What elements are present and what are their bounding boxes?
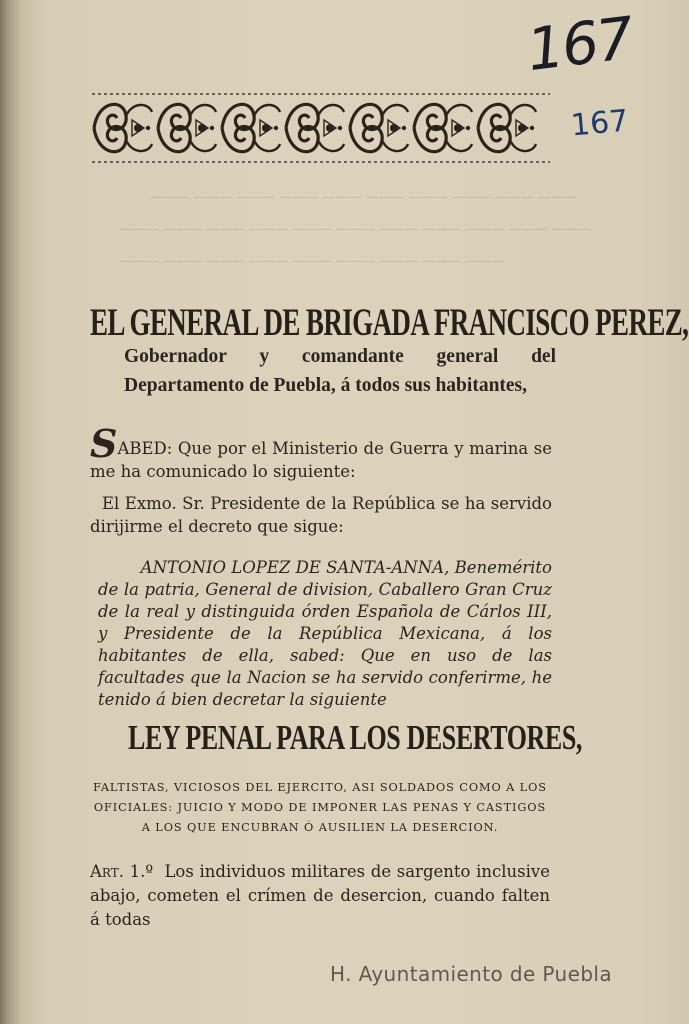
bleed-through-text: ——— ——— ——— ——— ——— ——— ——— ——— ——— ——— ——— [120, 222, 591, 237]
law-subtitle: FALTISTAS, VICIOSOS DEL EJERCITO, ASI SOLDADOS COMO A LOS OFICIALES: JUICIO Y MODO DE IMPONER LAS PENAS Y CASTIGOS A LOS QUE ENCUBRAN Ó AUSILIEN LA DESERCION. [93, 781, 547, 834]
paragraph-sabed-text: ABED: Que por el Ministerio de Guerra y marina se me ha comunicado lo siguiente: [90, 439, 552, 481]
article-1 [90, 860, 550, 932]
santa-anna-first-line: ANTONIO LOPEZ DE SANTA-ANNA, Benemérito [140, 558, 552, 577]
law-title: LEY PENAL PARA LOS DESERTORES, [128, 718, 583, 758]
paragraph-sabed [90, 421, 552, 483]
decree-title: EL GENERAL DE BRIGADA FRANCISCO PEREZ, [90, 300, 689, 344]
santa-anna-rest: de la patria, General de division, Caballero Gran Cruz de la real y distinguida órden Española de Cárlos III, y Presidente de la República Mexicana, á los habitantes de ella, sabed: Que en uso de las facultades que la Nacion se ha servido conferirme, he tenido á bien decretar la siguiente [98, 580, 552, 709]
paragraph-santa-anna [90, 557, 552, 711]
handwritten-page-number: 167 [523, 3, 636, 85]
decree-subtitle: Gobernador y comandante general del Departamento de Puebla, á todos sus habitantes, [124, 346, 556, 396]
bleed-through-text: ——— ——— ——— ——— ——— ——— ——— ——— ——— ——— [150, 190, 578, 205]
article-1-label: Art. 1.º [90, 862, 154, 881]
ornamental-header-band [92, 90, 550, 166]
paragraph-presidente: El Exmo. Sr. Presidente de la República se ha servido dirijirme el decreto que sigue: [90, 494, 552, 536]
article-1-text: Los individuos militares de sargento inclusive abajo, cometen el crímen de desercion, cuando falten á todas [90, 862, 550, 929]
archive-watermark: H. Ayuntamiento de Puebla [330, 962, 613, 986]
handwritten-page-number-secondary: 167 [569, 103, 630, 144]
drop-cap: S [90, 421, 118, 466]
bleed-through-text: ——— ——— ——— ——— ——— ——— ——— ——— ——— [120, 254, 505, 269]
